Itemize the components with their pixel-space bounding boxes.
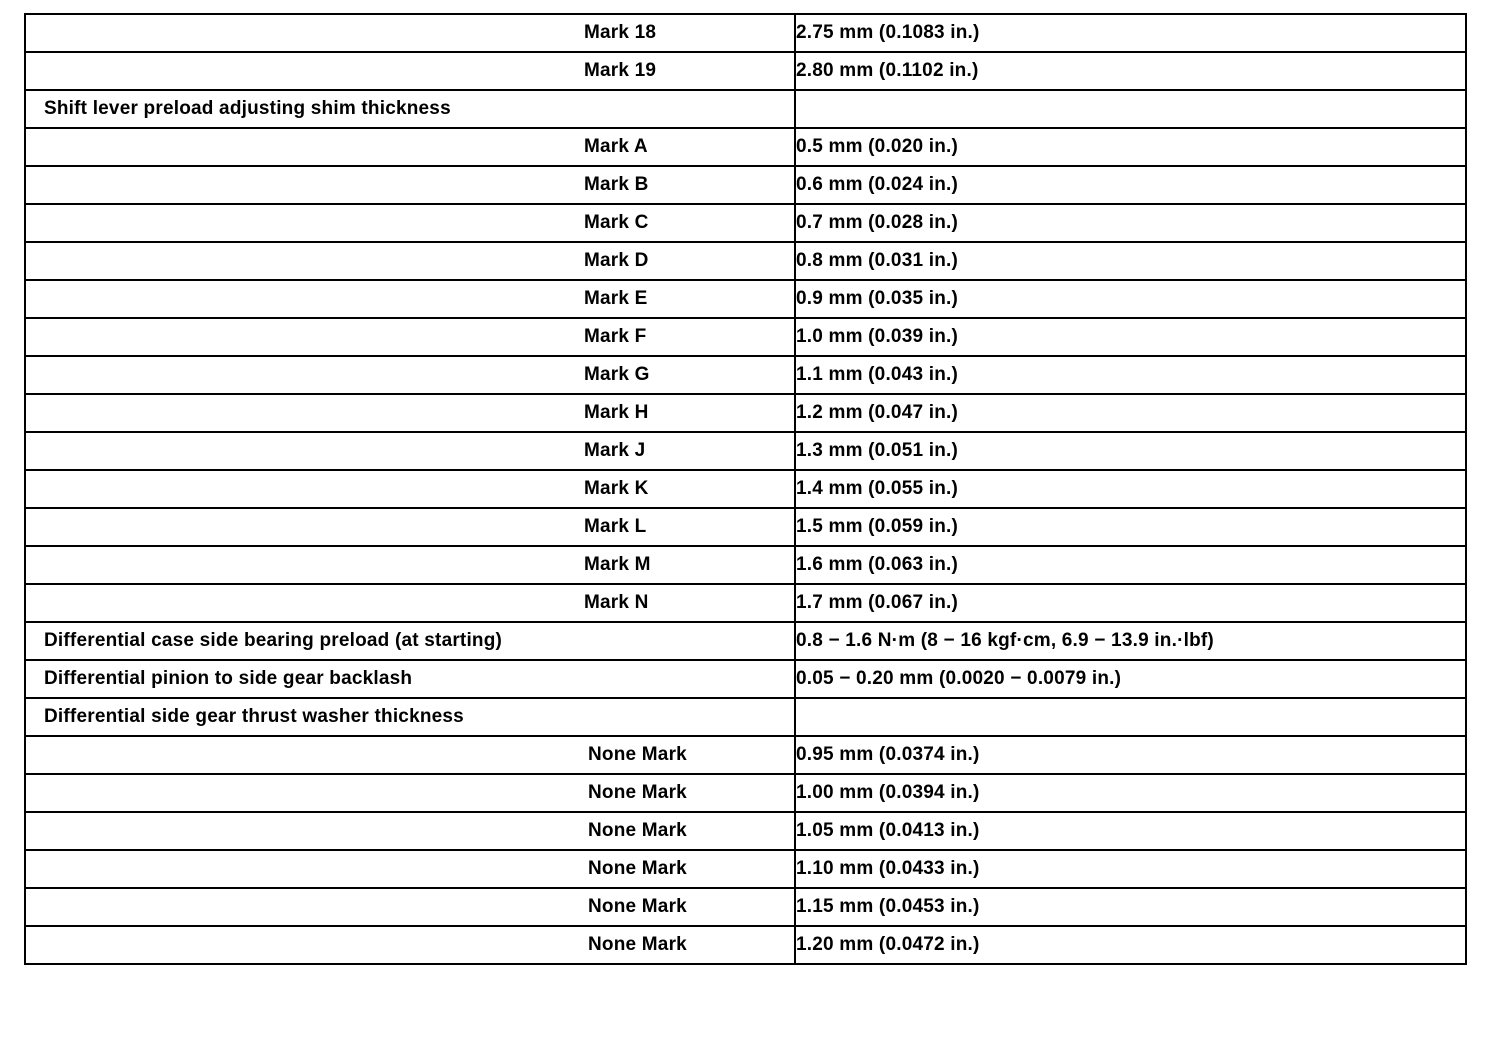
table-row <box>25 204 1466 242</box>
spec-value: 1.05 mm (0.0413 in.) <box>795 812 1466 850</box>
table-row <box>25 280 1466 318</box>
spec-value: 2.80 mm (0.1102 in.) <box>795 52 1466 90</box>
spec-value: 0.05 − 0.20 mm (0.0020 − 0.0079 in.) <box>795 660 1466 698</box>
item-label: None Mark <box>25 850 795 888</box>
section-heading: Differential pinion to side gear backlash <box>25 660 795 698</box>
spec-value: 1.00 mm (0.0394 in.) <box>795 774 1466 812</box>
item-label: Mark M <box>25 546 795 584</box>
item-label: Mark D <box>25 242 795 280</box>
table-row <box>25 850 1466 888</box>
table-row <box>25 166 1466 204</box>
table-row <box>25 432 1466 470</box>
spec-value <box>795 698 1466 736</box>
item-label: None Mark <box>25 888 795 926</box>
table-row <box>25 774 1466 812</box>
item-label: Mark A <box>25 128 795 166</box>
spec-value: 1.15 mm (0.0453 in.) <box>795 888 1466 926</box>
spec-value: 0.8 − 1.6 N·m (8 − 16 kgf·cm, 6.9 − 13.9 in.·lbf) <box>795 622 1466 660</box>
table-row <box>25 14 1466 52</box>
table-row <box>25 242 1466 280</box>
table-row <box>25 508 1466 546</box>
spec-value: 0.6 mm (0.024 in.) <box>795 166 1466 204</box>
section-heading: Shift lever preload adjusting shim thickness <box>25 90 795 128</box>
item-label: Mark 19 <box>25 52 795 90</box>
spec-value: 1.4 mm (0.055 in.) <box>795 470 1466 508</box>
item-label: Mark B <box>25 166 795 204</box>
table-row <box>25 698 1466 736</box>
item-label: Mark N <box>25 584 795 622</box>
table-row <box>25 812 1466 850</box>
spec-value <box>795 90 1466 128</box>
table-row <box>25 470 1466 508</box>
table-row <box>25 90 1466 128</box>
spec-value: 1.3 mm (0.051 in.) <box>795 432 1466 470</box>
spec-value: 0.8 mm (0.031 in.) <box>795 242 1466 280</box>
section-heading: Differential side gear thrust washer thickness <box>25 698 795 736</box>
table-row <box>25 584 1466 622</box>
item-label: None Mark <box>25 774 795 812</box>
spec-value: 0.7 mm (0.028 in.) <box>795 204 1466 242</box>
specification-table <box>24 13 1467 965</box>
spec-value: 1.7 mm (0.067 in.) <box>795 584 1466 622</box>
spec-value: 0.5 mm (0.020 in.) <box>795 128 1466 166</box>
item-label: Mark J <box>25 432 795 470</box>
spec-value: 1.1 mm (0.043 in.) <box>795 356 1466 394</box>
item-label: Mark G <box>25 356 795 394</box>
table-row <box>25 318 1466 356</box>
spec-value: 0.9 mm (0.035 in.) <box>795 280 1466 318</box>
table-row <box>25 52 1466 90</box>
table-row <box>25 926 1466 964</box>
item-label: Mark H <box>25 394 795 432</box>
item-label: None Mark <box>25 736 795 774</box>
item-label: None Mark <box>25 926 795 964</box>
table-row <box>25 736 1466 774</box>
item-label: Mark 18 <box>25 14 795 52</box>
item-label: Mark L <box>25 508 795 546</box>
item-label: None Mark <box>25 812 795 850</box>
item-label: Mark C <box>25 204 795 242</box>
item-label: Mark K <box>25 470 795 508</box>
spec-value: 1.6 mm (0.063 in.) <box>795 546 1466 584</box>
table-row <box>25 128 1466 166</box>
table-row <box>25 356 1466 394</box>
spec-value: 0.95 mm (0.0374 in.) <box>795 736 1466 774</box>
spec-value: 2.75 mm (0.1083 in.) <box>795 14 1466 52</box>
table-row <box>25 660 1466 698</box>
spec-value: 1.10 mm (0.0433 in.) <box>795 850 1466 888</box>
table-row <box>25 622 1466 660</box>
spec-value: 1.2 mm (0.047 in.) <box>795 394 1466 432</box>
item-label: Mark E <box>25 280 795 318</box>
spec-value: 1.0 mm (0.039 in.) <box>795 318 1466 356</box>
spec-value: 1.20 mm (0.0472 in.) <box>795 926 1466 964</box>
table-row <box>25 546 1466 584</box>
item-label: Mark F <box>25 318 795 356</box>
table-row <box>25 888 1466 926</box>
spec-value: 1.5 mm (0.059 in.) <box>795 508 1466 546</box>
table-row <box>25 394 1466 432</box>
section-heading: Differential case side bearing preload (at starting) <box>25 622 795 660</box>
